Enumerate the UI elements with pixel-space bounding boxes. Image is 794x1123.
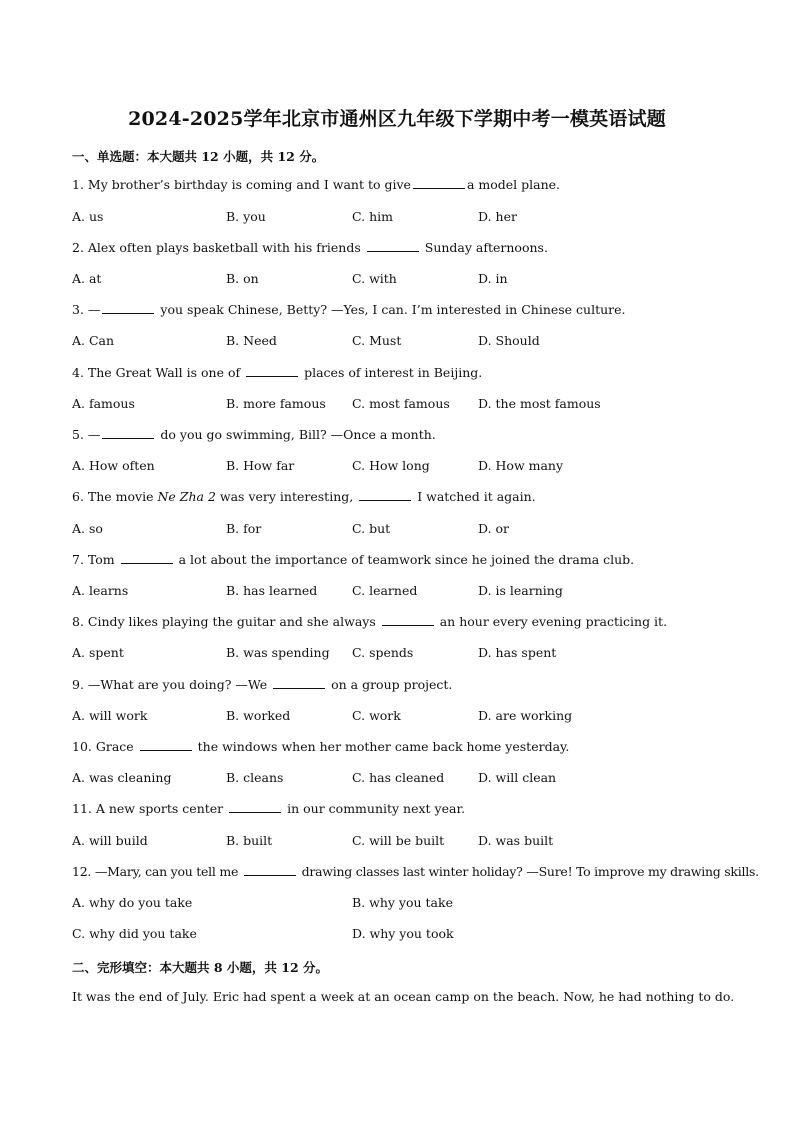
option-b: B. built — [226, 833, 273, 848]
option-a: A. will work — [72, 708, 148, 723]
option-d: D. or — [478, 521, 510, 536]
option-d: D. are working — [478, 708, 573, 723]
option-a: A. at — [72, 271, 102, 286]
answer-blank — [413, 178, 465, 189]
question-12: 12. —Mary, can you tell me drawing classes last winter holiday? —Sure! To improve my drawing skills. — [72, 864, 759, 879]
option-a: A. spent — [72, 645, 124, 660]
answer-blank — [359, 490, 411, 501]
option-c: C. Must — [352, 333, 402, 348]
question-11: 11. A new sports center in our community next year. — [72, 801, 466, 816]
option-d: D. How many — [478, 458, 564, 473]
question-9: 9. —What are you doing? —We on a group project. — [72, 677, 453, 692]
question-8: 8. Cindy likes playing the guitar and she always an hour every evening practicing it. — [72, 614, 668, 629]
question-10: 10. Grace the windows when her mother came back home yesterday. — [72, 739, 570, 754]
option-a: A. learns — [72, 583, 129, 598]
answer-blank — [140, 740, 192, 751]
option-c: C. learned — [352, 583, 418, 598]
answer-blank — [229, 802, 281, 813]
option-d: D. was built — [478, 833, 554, 848]
answer-blank — [367, 241, 419, 252]
option-d: D. is learning — [478, 583, 563, 598]
option-c: C. work — [352, 708, 401, 723]
option-a: A. How often — [72, 458, 155, 473]
option-b: B. has learned — [226, 583, 318, 598]
option-d: D. the most famous — [478, 396, 601, 411]
option-c: C. him — [352, 209, 393, 224]
option-c: C. why did you take — [72, 926, 197, 941]
option-b: B. worked — [226, 708, 291, 723]
option-d: D. why you took — [352, 926, 454, 941]
option-c: C. spends — [352, 645, 414, 660]
option-c: C. most famous — [352, 396, 450, 411]
option-b: B. Need — [226, 333, 277, 348]
answer-blank — [121, 553, 173, 564]
answer-blank — [382, 615, 434, 626]
passage-text: It was the end of July. Eric had spent a week at an ocean camp on the beach. Now, he had nothing to do. — [72, 989, 735, 1004]
option-a: A. was cleaning — [72, 770, 172, 785]
question-3: 3. — you speak Chinese, Betty? —Yes, I can. I’m interested in Chinese culture. — [72, 302, 626, 317]
option-b: B. cleans — [226, 770, 284, 785]
answer-blank — [273, 678, 325, 689]
option-c: C. with — [352, 271, 397, 286]
question-6: 6. The movie Ne Zha 2 was very interesting, I watched it again. — [72, 489, 536, 504]
option-a: A. will build — [72, 833, 148, 848]
option-d: D. has spent — [478, 645, 557, 660]
option-b: B. more famous — [226, 396, 326, 411]
answer-blank — [244, 865, 296, 876]
answer-blank — [102, 303, 154, 314]
option-b: B. was spending — [226, 645, 330, 660]
option-a: A. Can — [72, 333, 115, 348]
question-1: 1. My brother’s birthday is coming and I want to give a model plane. — [72, 177, 561, 192]
option-a: A. famous — [72, 396, 135, 411]
answer-blank — [102, 428, 154, 439]
option-b: B. How far — [226, 458, 295, 473]
option-b: B. for — [226, 521, 262, 536]
option-d: D. her — [478, 209, 517, 224]
option-b: B. why you take — [352, 895, 453, 910]
section-heading-single-choice: 一、单选题：本大题共 12 小题，共 12 分。 — [72, 149, 325, 164]
option-d: D. in — [478, 271, 508, 286]
question-7: 7. Tom a lot about the importance of teamwork since he joined the drama club. — [72, 552, 635, 567]
answer-blank — [246, 366, 298, 377]
movie-title: Ne Zha 2 — [157, 489, 216, 504]
option-d: D. Should — [478, 333, 540, 348]
option-c: C. but — [352, 521, 391, 536]
option-b: B. you — [226, 209, 266, 224]
option-c: C. has cleaned — [352, 770, 445, 785]
option-d: D. will clean — [478, 770, 557, 785]
section-heading-cloze: 二、完形填空：本大题共 8 小题，共 12 分。 — [72, 960, 329, 975]
page-title: 2024-2025学年北京市通州区九年级下学期中考一模英语试题 — [128, 108, 666, 130]
question-4: 4. The Great Wall is one of places of interest in Beijing. — [72, 365, 483, 380]
option-c: C. will be built — [352, 833, 445, 848]
question-5: 5. — do you go swimming, Bill? —Once a month. — [72, 427, 436, 442]
option-c: C. How long — [352, 458, 430, 473]
option-a: A. why do you take — [72, 895, 193, 910]
option-b: B. on — [226, 271, 259, 286]
option-a: A. us — [72, 209, 104, 224]
option-a: A. so — [72, 521, 103, 536]
question-2: 2. Alex often plays basketball with his friends Sunday afternoons. — [72, 240, 548, 255]
